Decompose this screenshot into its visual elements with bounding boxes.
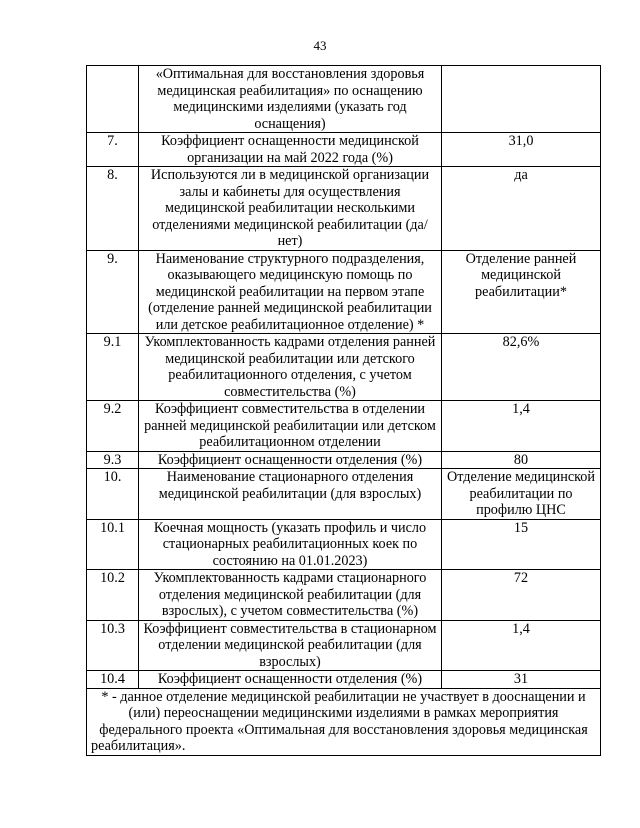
row-number: 10. [87,469,139,520]
row-number: 9. [87,250,139,334]
row-description: Наименование стационарного отделения медицинской реабилитации (для взрослых) [139,469,442,520]
row-value: 1,4 [442,620,601,671]
footnote-cell [87,688,601,755]
table-row [87,469,601,520]
row-description: Коэффициент совместительства в отделении ранней медицинской реабилитации или детском реабилитационном отделении [139,401,442,452]
row-value: 15 [442,519,601,570]
row-description: Наименование структурного подразделения, оказывающего медицинскую помощь по медицинской реабилитации на первом этапе (отделение ранней медицинской реабилитации или детское реабилитационное отделение) * [139,250,442,334]
row-number: 9.3 [87,451,139,469]
row-description: Укомплектованность кадрами отделения ранней медицинской реабилитации или детского реабилитационного отделения, с учетом совместительства (%) [139,334,442,401]
table-row [87,401,601,452]
row-number: 10.2 [87,570,139,621]
row-description: Укомплектованность кадрами стационарного отделения медицинской реабилитации (для взрослых), с учетом совместительства (%) [139,570,442,621]
row-value [442,66,601,133]
row-number: 9.2 [87,401,139,452]
table-row [87,334,601,401]
row-description: Коэффициент оснащенности медицинской организации на май 2022 года (%) [139,133,442,167]
row-description: Используются ли в медицинской организации залы и кабинеты для осуществления медицинской реабилитации несколькими отделениями медицинской реабилитации (да/нет) [139,167,442,251]
row-value: 82,6% [442,334,601,401]
table-row [87,519,601,570]
row-description: Коэффициент оснащенности отделения (%) [139,451,442,469]
row-number: 9.1 [87,334,139,401]
row-description: Коечная мощность (указать профиль и число стационарных реабилитационных коек по состоянию на 01.01.2023) [139,519,442,570]
row-number: 10.3 [87,620,139,671]
table-row [87,451,601,469]
table-row [87,66,601,133]
row-description: Коэффициент оснащенности отделения (%) [139,671,442,689]
row-value: 80 [442,451,601,469]
row-number: 10.4 [87,671,139,689]
row-description: «Оптимальная для восстановления здоровья медицинская реабилитация» по оснащению медицинскими изделиями (указать год оснащения) [139,66,442,133]
row-number: 8. [87,167,139,251]
row-value: Отделение ранней медицинской реабилитации* [442,250,601,334]
row-number [87,66,139,133]
table-row [87,133,601,167]
table-row [87,671,601,689]
table-row [87,167,601,251]
footnote-row [87,688,601,755]
row-number: 7. [87,133,139,167]
table-row [87,570,601,621]
row-number: 10.1 [87,519,139,570]
row-value: 31 [442,671,601,689]
table-row [87,250,601,334]
row-description: Коэффициент совместительства в стационарном отделении медицинской реабилитации (для взрослых) [139,620,442,671]
row-value: 1,4 [442,401,601,452]
table-row [87,620,601,671]
row-value: Отделение медицинской реабилитации по профилю ЦНС [442,469,601,520]
data-table [86,65,601,756]
row-value: 31,0 [442,133,601,167]
page-number: 43 [313,38,327,53]
row-value: 72 [442,570,601,621]
row-value: да [442,167,601,251]
footnote: * - данное отделение медицинской реабилитации не участвует в дооснащении и (или) переоснащении медицинскими изделиями в рамках мероприятия федерального проекта «Оптимальная для восстановления здоровья медицинская реабилитация». [91,688,588,754]
